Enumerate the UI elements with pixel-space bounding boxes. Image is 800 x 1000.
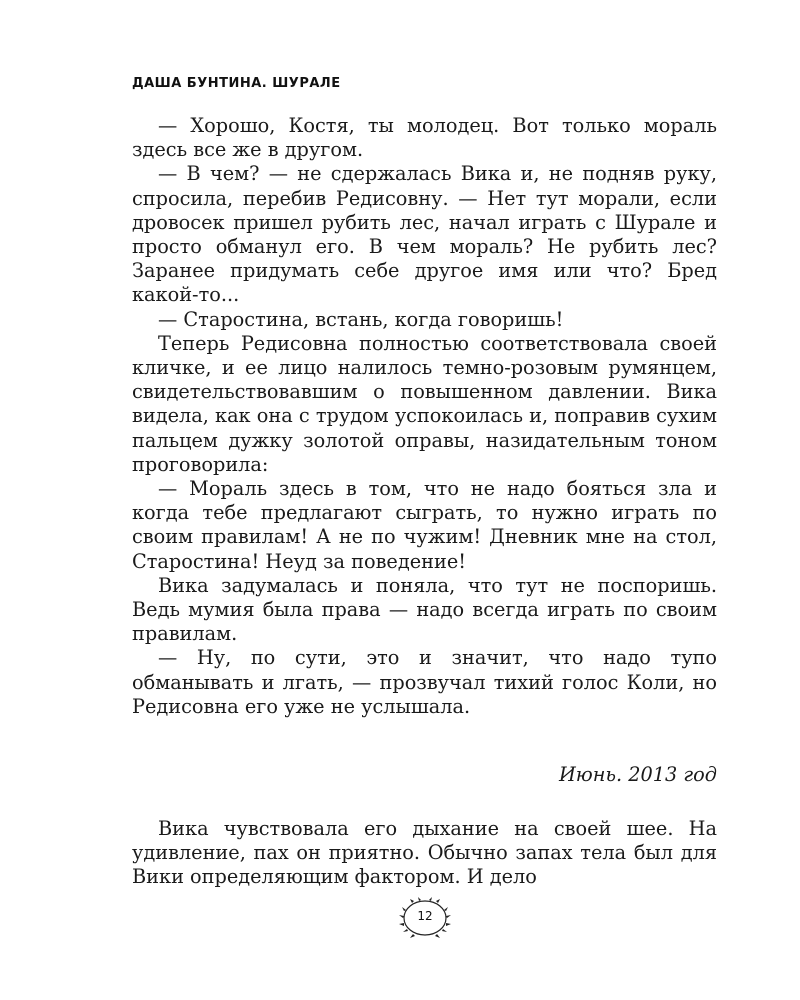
running-head: ДАША БУНТИНА. ШУРАЛЕ — [132, 76, 341, 91]
paragraph: — Мораль здесь в том, что не надо бояться зла и когда тебе предлагают сыграть, то нужно играть по своим правилам! А не по чужим! Дневник мне на стол, Старостина! Неуд за поведение! — [132, 477, 717, 573]
page-folio — [398, 896, 452, 940]
body-text-continued — [132, 817, 717, 890]
paragraph: Вика чувствовала его дыхание на своей шее. На удивление, пах он приятно. Обычно запах тела был для Вики определяющим фактором. И дело — [132, 817, 717, 889]
paragraph: — Старостина, встань, когда говоришь! — [158, 307, 564, 331]
paragraph: Вика задумалась и поняла, что тут не поспоришь. Ведь мумия была права — надо всегда играть по своим правилам. — [132, 573, 717, 646]
paragraph: — Ну, по сути, это и значит, что надо тупо обманывать и лгать, — прозвучал тихий голос Коли, но Редисовна его уже не услышала. — [132, 646, 717, 718]
date-heading: Июнь. 2013 год — [558, 763, 717, 786]
paragraph: — В чем? — не сдержалась Вика и, не подняв руку, спросила, перебив Редисовну. — Нет тут морали, если дровосек пришел рубить лес, начал играть с Шурале и просто обманул его. В чем мораль? Не рубить лес? Заранее придумать себе другое имя или что? Бред какой-то... — [132, 162, 717, 307]
paragraph: — Хорошо, Костя, ты молодец. Вот только мораль здесь все же в другом. — [132, 114, 717, 162]
paragraph: Теперь Редисовна полностью соответствовала своей кличке, и ее лицо налилось темно-розовым румянцем, свидетельствовавшим о повышенном давлении. Вика видела, как она с трудом успокоилась и, поправив сухим пальцем дужку золотой оправы, назидательным тоном проговорила: — [132, 331, 717, 476]
body-text — [132, 114, 717, 719]
page-number: 12 — [417, 909, 433, 923]
